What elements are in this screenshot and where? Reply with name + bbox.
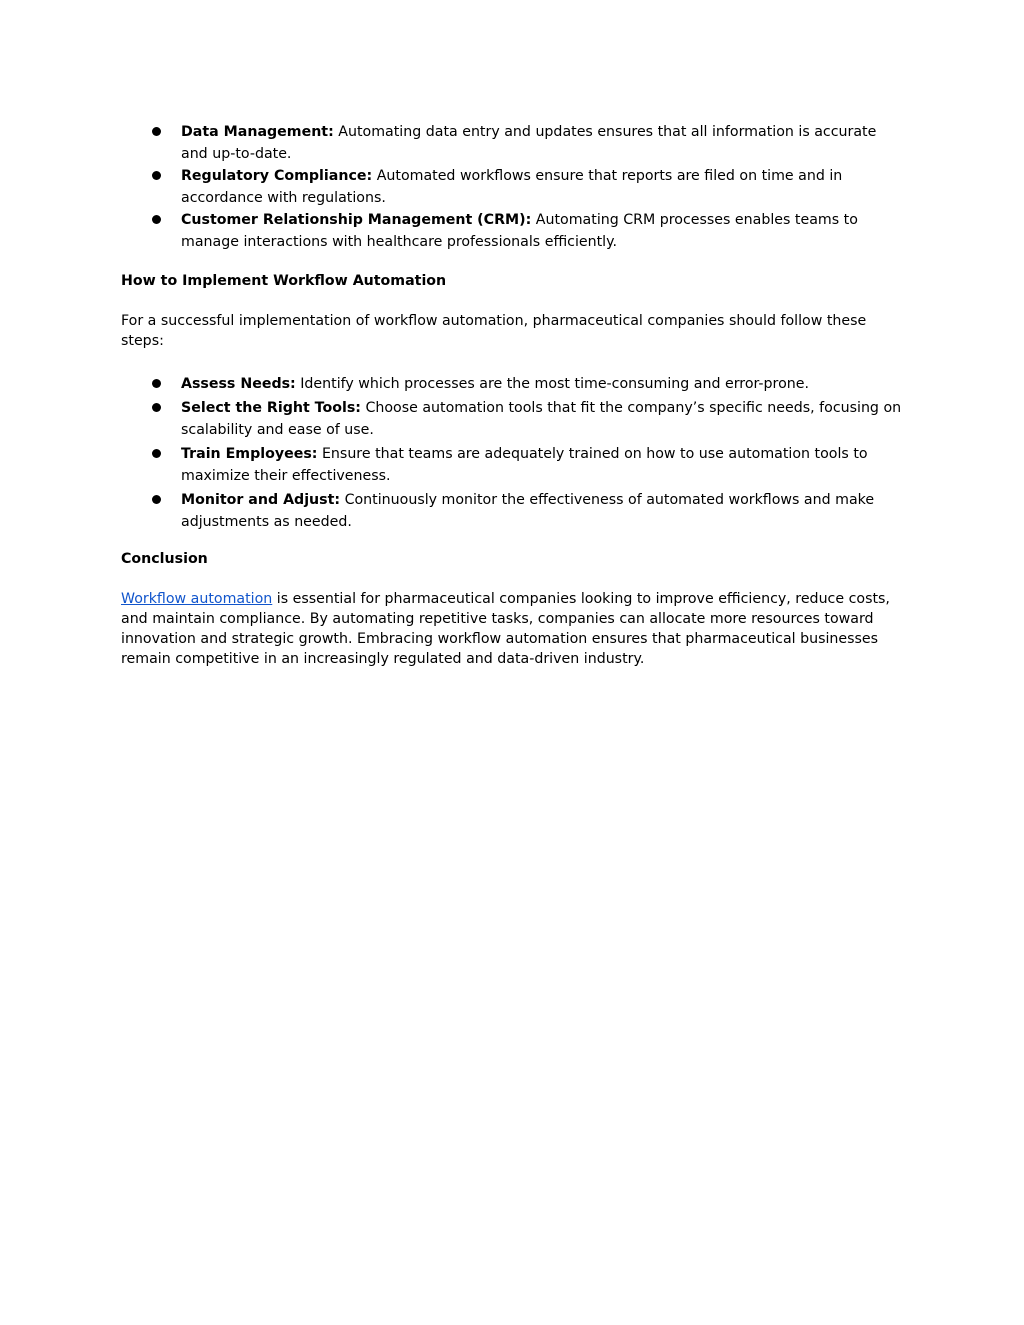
list-item [121, 165, 907, 209]
list-item [121, 443, 907, 487]
bullet-icon [152, 171, 161, 180]
conclusion-body: is essential for pharmaceutical companies looking to improve efficiency, reduce costs, and maintain compliance. By automating repetitive tasks, companies can allocate more resources toward innovation and strategic growth. Embracing workflow automation ensures that pharmaceutical businesses remain competitive in an increasingly regulated and data-driven industry. [121, 591, 890, 667]
conclusion-paragraph [121, 589, 907, 669]
list-item-term: Data Management: [181, 124, 334, 140]
list-item-term: Regulatory Compliance: [181, 168, 373, 184]
list-item-term: Customer Relationship Management (CRM): [181, 212, 532, 228]
list-item [121, 489, 907, 533]
list-item [121, 373, 907, 395]
bullet-icon [152, 127, 161, 136]
list-item-text: Automating CRM processes enables teams to manage interactions with healthcare professionals efficiently. [181, 212, 858, 250]
benefits-list [121, 121, 907, 253]
list-item [121, 209, 907, 253]
list-item-text: Automated workflows ensure that reports are filed on time and in accordance with regulations. [181, 168, 843, 206]
list-item-text: Ensure that teams are adequately trained on how to use automation tools to maximize their effectiveness. [181, 446, 868, 484]
list-item-text: Automating data entry and updates ensures that all information is accurate and up-to-date. [181, 124, 877, 162]
workflow-automation-link[interactable]: Workflow automation [121, 591, 273, 607]
list-item-term: Monitor and Adjust: [181, 492, 341, 508]
list-item-term: Select the Right Tools: [181, 400, 361, 416]
list-item-term: Assess Needs: [181, 376, 296, 392]
implement-intro: For a successful implementation of workflow automation, pharmaceutical companies should follow these steps: [121, 313, 867, 349]
document-content [121, 121, 907, 669]
bullet-icon [152, 495, 161, 504]
implement-heading: How to Implement Workflow Automation [121, 273, 447, 289]
bullet-icon [152, 215, 161, 224]
list-item-term: Train Employees: [181, 446, 318, 462]
list-item-text: Identify which processes are the most time-consuming and error-prone. [300, 376, 809, 392]
conclusion-heading: Conclusion [121, 551, 208, 567]
list-item-text: Choose automation tools that fit the company’s specific needs, focusing on scalability and ease of use. [181, 400, 902, 438]
bullet-icon [152, 403, 161, 412]
bullet-icon [152, 449, 161, 458]
bullet-icon [152, 379, 161, 388]
list-item [121, 397, 907, 441]
list-item [121, 121, 907, 165]
steps-list [121, 373, 907, 533]
list-item-text: Continuously monitor the effectiveness of automated workflows and make adjustments as needed. [181, 492, 875, 530]
